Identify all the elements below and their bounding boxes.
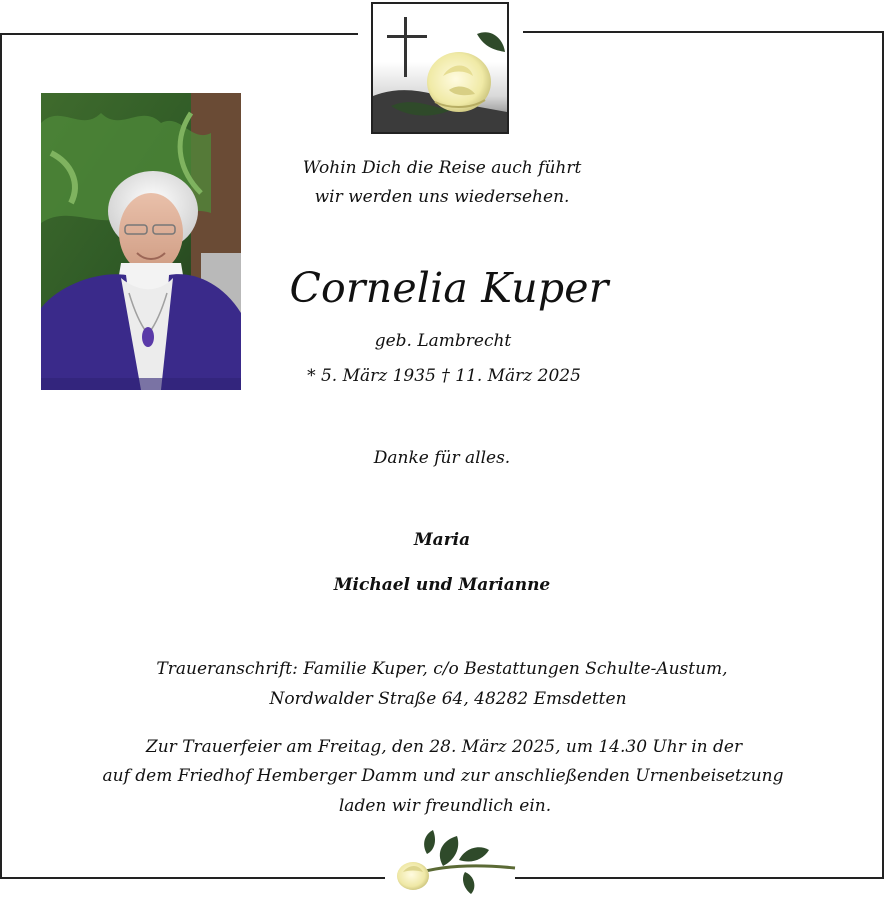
frame-top-left-line	[0, 33, 358, 35]
deceased-name: Cornelia Kuper	[289, 264, 609, 312]
thanks-line: Danke für alles.	[373, 448, 511, 468]
cross-and-rose-icon	[371, 2, 509, 134]
frame-bottom-right-line	[515, 877, 884, 879]
service-line-1: Zur Trauerfeier am Freitag, den 28. März 2025, um 14.30 Uhr in der	[145, 737, 743, 757]
mourner-name-1: Maria	[413, 530, 471, 550]
frame-top-right-line	[523, 31, 884, 33]
frame-bottom-left-line	[0, 877, 385, 879]
life-dates: * 5. März 1935 † 11. März 2025	[307, 366, 581, 386]
address-line-2: Nordwalder Straße 64, 48282 Emsdetten	[269, 689, 627, 709]
service-line-2: auf dem Friedhof Hemberger Damm und zur anschließenden Urnenbeisetzung	[102, 766, 784, 786]
address-line-1: Traueranschrift: Familie Kuper, c/o Bestattungen Schulte-Austum,	[156, 659, 728, 679]
birth-name: geb. Lambrecht	[374, 331, 512, 351]
verse-line-1: Wohin Dich die Reise auch führt	[302, 158, 582, 178]
verse-line-2: wir werden uns wiedersehen.	[314, 187, 570, 207]
mourner-name-2: Michael und Marianne	[333, 575, 551, 595]
rose-icon	[385, 826, 520, 896]
service-line-3: laden wir freundlich ein.	[338, 796, 552, 816]
